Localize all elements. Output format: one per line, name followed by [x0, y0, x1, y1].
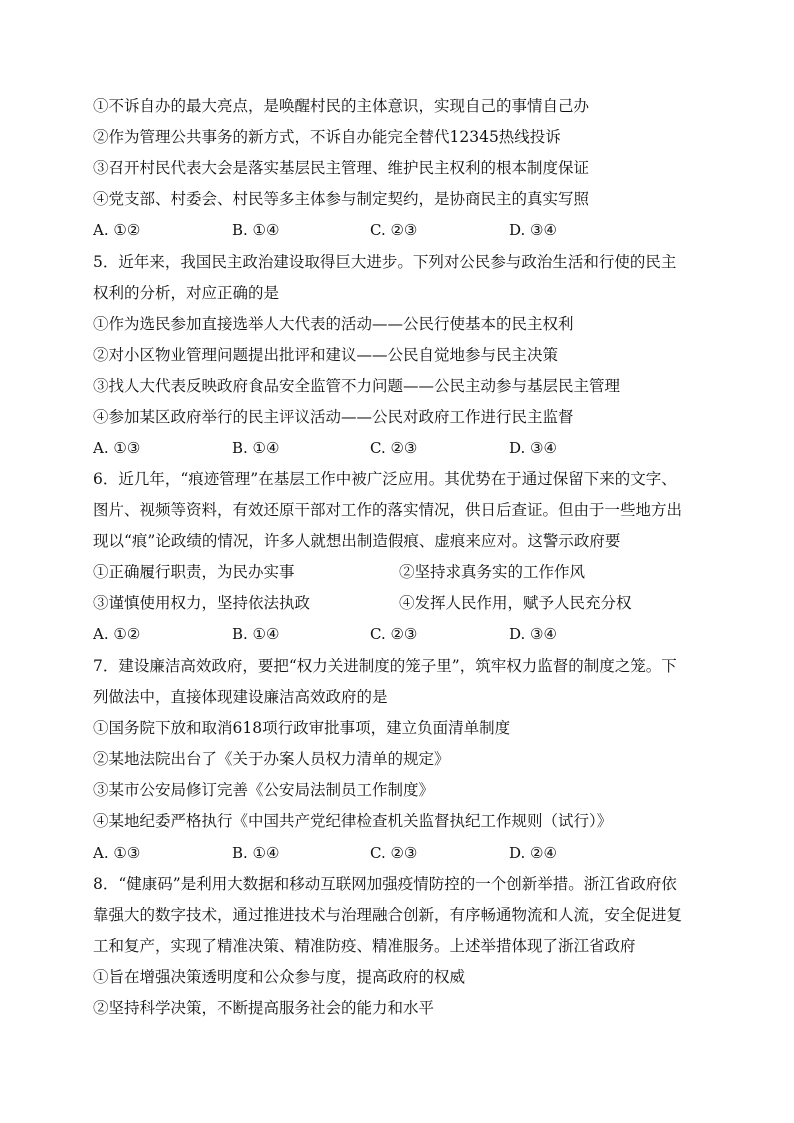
q7-stem-line-1: 7．建设廉洁高效政府，要把“权力关进制度的笼子里”，筑牢权力监督的制度之笼。下	[93, 657, 677, 675]
q6-stem-line-1: 6．近几年，“痕迹管理”在基层工作中被广泛应用。其优势在于通过保留下来的文字、	[93, 470, 677, 488]
q7-stem-line-2: 列做法中，直接体现建设廉洁高效政府的是	[93, 688, 388, 706]
q7-options	[93, 843, 713, 863]
q4-option-c: C. ②③	[370, 221, 418, 239]
q8-stem-line-1: 8．“健康码”是利用大数据和移动互联网加强疫情防控的一个创新举措。浙江省政府依	[93, 875, 677, 893]
q5-statement-1: ①作为选民参加直接选举人大代表的活动——公民行使基本的民主权利	[93, 315, 574, 333]
q6-option-c: C. ②③	[370, 625, 418, 643]
q6-statement-4: ④发挥人民作用，赋予人民充分权	[399, 594, 632, 612]
q5-statement-3: ③找人大代表反映政府食品安全监管不力问题——公民主动参与基层民主管理	[93, 377, 621, 395]
q6-option-b: B. ①④	[232, 625, 280, 643]
q4-statement-4: ④党支部、村委会、村民等多主体参与制定契约，是协商民主的真实写照	[93, 190, 590, 208]
q8-statement-1: ①旨在增强决策透明度和公众参与度，提高政府的权威	[93, 968, 466, 986]
q7-option-b: B. ①④	[232, 844, 280, 862]
q6-option-a: A. ①②	[93, 625, 141, 643]
q6-statement-1: ①正确履行职责，为民办实事	[93, 563, 295, 581]
q4-option-b: B. ①④	[232, 221, 280, 239]
q7-statement-3: ③某市公安局修订完善《公安局法制员工作制度》	[93, 781, 435, 799]
q7-statement-2: ②某地法院出台了《关于办案人员权力清单的规定》	[93, 750, 450, 768]
q7-statement-1: ①国务院下放和取消618项行政审批事项，建立负面清单制度	[93, 719, 511, 737]
q4-statement-1: ①不诉自办的最大亮点，是唤醒村民的主体意识，实现自己的事情自己办	[93, 97, 590, 115]
q6-option-d: D. ③④	[509, 625, 557, 643]
q6-statement-2: ②坚持求真务实的工作作风	[399, 563, 586, 581]
q5-option-a: A. ①③	[93, 439, 141, 457]
q7-statement-4: ④某地纪委严格执行《中国共产党纪律检查机关监督执纪工作规则（试行）》	[93, 812, 613, 830]
q5-option-b: B. ①④	[232, 439, 280, 457]
q6-statement-3: ③谨慎使用权力，坚持依法执政	[93, 594, 311, 612]
q5-statement-4: ④参加某区政府举行的民主评议活动——公民对政府工作进行民主监督	[93, 408, 574, 426]
q6-stem-line-3: 现以“痕”论政绩的情况，许多人就想出制造假痕、虚痕来应对。这警示政府要	[93, 532, 621, 550]
q8-stem-line-2: 靠强大的数字技术，通过推进技术与治理融合创新，有序畅通物流和人流，安全促进复	[93, 906, 683, 924]
q7-option-d: D. ②④	[509, 844, 557, 862]
q5-stem-line-1: 5．近年来，我国民主政治建设取得巨大进步。下列对公民参与政治生活和行使的民主	[93, 253, 677, 271]
q7-option-a: A. ①③	[93, 844, 141, 862]
q8-stem-line-3: 工和复产，实现了精准决策、精准防疫、精准服务。上述举措体现了浙江省政府	[93, 937, 636, 955]
q6-stem-line-2: 图片、视频等资料，有效还原干部对工作的落实情况，供日后查证。但由于一些地方出	[93, 501, 683, 519]
q5-option-c: C. ②③	[370, 439, 418, 457]
q4-options	[93, 220, 713, 240]
q7-option-c: C. ②③	[370, 844, 418, 862]
q6-options	[93, 624, 713, 644]
q5-stem-line-2: 权利的分析，对应正确的是	[93, 284, 280, 302]
q5-statement-2: ②对小区物业管理问题提出批评和建议——公民自觉地参与民主决策	[93, 346, 559, 364]
q8-statement-2: ②坚持科学决策，不断提高服务社会的能力和水平	[93, 999, 435, 1017]
q5-option-d: D. ③④	[509, 439, 557, 457]
q4-option-d: D. ③④	[509, 221, 557, 239]
q4-statement-3: ③召开村民代表大会是落实基层民主管理、维护民主权利的根本制度保证	[93, 159, 590, 177]
q4-statement-2: ②作为管理公共事务的新方式，不诉自办能完全替代12345热线投诉	[93, 128, 561, 146]
q5-options	[93, 438, 713, 458]
q6-statements-row-2	[93, 593, 713, 613]
q4-option-a: A. ①②	[93, 221, 141, 239]
q6-statements-row-1	[93, 562, 713, 582]
